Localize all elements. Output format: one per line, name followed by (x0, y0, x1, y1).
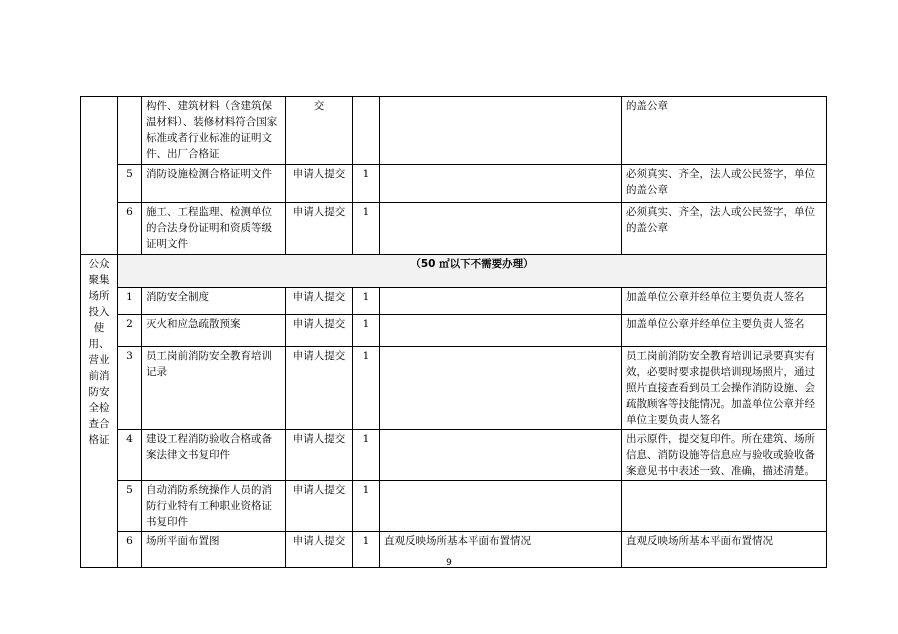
row-number: 6 (118, 203, 142, 255)
note-cell (380, 347, 622, 430)
row-number (118, 97, 142, 165)
note-cell (380, 288, 622, 315)
note-cell: 直观反映场所基本平面布置情况 (380, 532, 622, 568)
note-cell (380, 165, 622, 203)
item-cell: 构件、建筑材料（含建筑保温材料）、装修材料符合国家标准或者行业标准的证明文件、出厂合格证 (142, 97, 286, 165)
table-row (81, 315, 827, 347)
copies-cell: 1 (353, 481, 380, 532)
item-cell: 施工、工程监理、检测单位的合法身份证明和资质等级证明文件 (142, 203, 286, 255)
submitter-cell: 申请人提交 (286, 481, 353, 532)
row-number: 5 (118, 165, 142, 203)
remark-cell (622, 481, 827, 532)
copies-cell (353, 97, 380, 165)
section-header-row (81, 255, 827, 288)
remark-cell: 直观反映场所基本平面布置情况 (622, 532, 827, 568)
submitter-cell: 申请人提交 (286, 288, 353, 315)
submitter-cell: 申请人提交 (286, 532, 353, 568)
remark-cell: 必须真实、齐全，法人或公民签字，单位的盖公章 (622, 203, 827, 255)
materials-table (80, 96, 827, 568)
row-number: 1 (118, 288, 142, 315)
table-row (81, 165, 827, 203)
submitter-cell: 申请人提交 (286, 347, 353, 430)
remark-cell: 加盖单位公章并经单位主要负责人签名 (622, 288, 827, 315)
submitter-cell: 申请人提交 (286, 315, 353, 347)
copies-cell: 1 (353, 532, 380, 568)
submitter-cell: 申请人提交 (286, 165, 353, 203)
remark-cell: 出示原件，提交复印件。所在建筑、场所信息、消防设施等信息应与验收或验收备案意见书中表述一致、准确，描述清楚。 (622, 430, 827, 481)
item-cell: 场所平面布置图 (142, 532, 286, 568)
note-cell (380, 315, 622, 347)
note-cell (380, 97, 622, 165)
remark-cell: 的盖公章 (622, 97, 827, 165)
item-cell: 自动消防系统操作人员的消防行业特有工种职业资格证书复印件 (142, 481, 286, 532)
remark-cell: 员工岗前消防安全教育培训记录要真实有效，必要时要求提供培训现场照片，通过照片直接查看到员工会操作消防设施、会疏散顾客等技能情况。加盖单位公章并经单位主要负责人签名 (622, 347, 827, 430)
note-cell (380, 203, 622, 255)
table-row (81, 430, 827, 481)
copies-cell: 1 (353, 165, 380, 203)
copies-cell: 1 (353, 430, 380, 481)
copies-cell: 1 (353, 315, 380, 347)
copies-cell: 1 (353, 347, 380, 430)
table-row (81, 481, 827, 532)
section-title: （50 ㎡以下不需要办理） (118, 255, 827, 288)
row-number: 3 (118, 347, 142, 430)
category-cell-blank (81, 97, 118, 255)
item-cell: 消防设施检测合格证明文件 (142, 165, 286, 203)
submitter-cell: 申请人提交 (286, 203, 353, 255)
table-row (81, 97, 827, 165)
category-cell: 公众聚集场所投入使用、营业前消防安全检查合格证 (81, 255, 118, 568)
item-cell: 建设工程消防验收合格或备案法律文书复印件 (142, 430, 286, 481)
table-row (81, 288, 827, 315)
page-number: 9 (446, 558, 452, 568)
row-number: 4 (118, 430, 142, 481)
row-number: 5 (118, 481, 142, 532)
item-cell: 消防安全制度 (142, 288, 286, 315)
item-cell: 灭火和应急疏散预案 (142, 315, 286, 347)
table-row (81, 203, 827, 255)
row-number: 2 (118, 315, 142, 347)
copies-cell: 1 (353, 203, 380, 255)
row-number: 6 (118, 532, 142, 568)
submitter-cell: 交 (286, 97, 353, 165)
copies-cell: 1 (353, 288, 380, 315)
table-row (81, 347, 827, 430)
submitter-cell: 申请人提交 (286, 430, 353, 481)
note-cell (380, 481, 622, 532)
remark-cell: 加盖单位公章并经单位主要负责人签名 (622, 315, 827, 347)
item-cell: 员工岗前消防安全教育培训记录 (142, 347, 286, 430)
note-cell (380, 430, 622, 481)
remark-cell: 必须真实、齐全，法人或公民签字，单位的盖公章 (622, 165, 827, 203)
